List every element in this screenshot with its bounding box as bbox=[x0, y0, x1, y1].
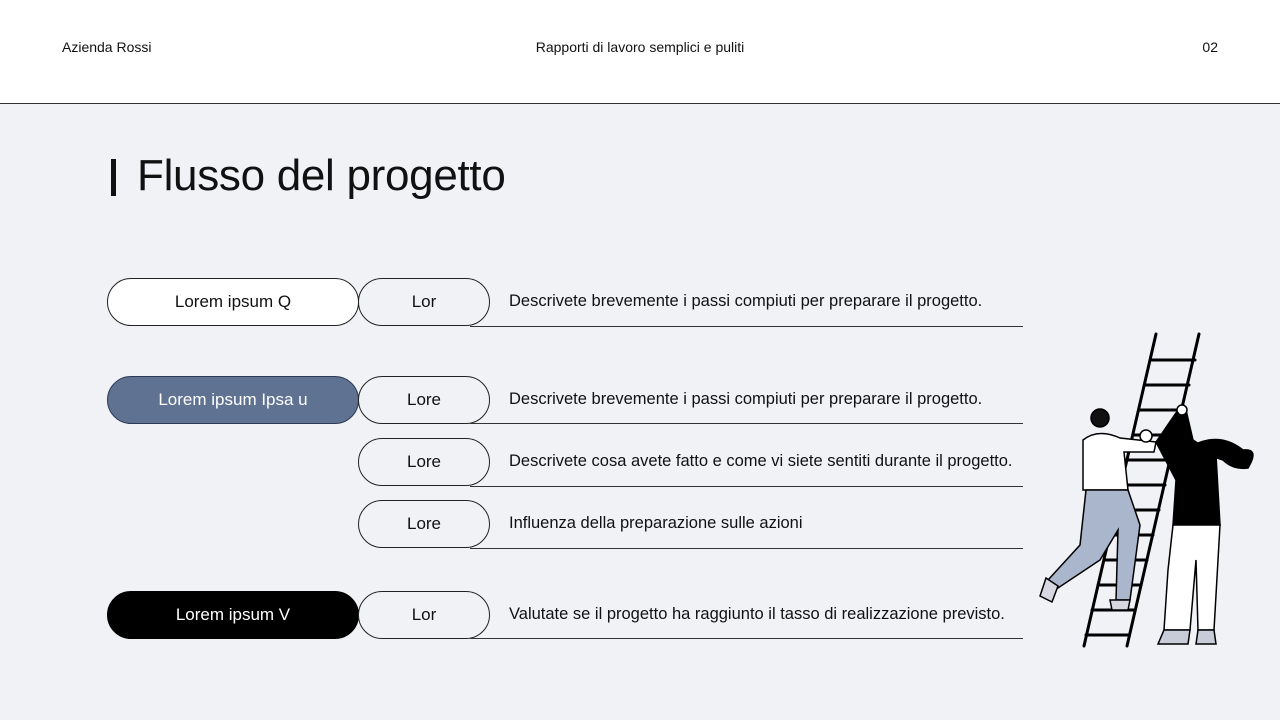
page-title: Flusso del progetto bbox=[137, 151, 506, 200]
row-tag: Lore bbox=[358, 438, 490, 486]
row-description: Descrivete cosa avete fatto e come vi siete sentiti durante il progetto. bbox=[509, 452, 1013, 470]
row-divider bbox=[470, 326, 1023, 327]
row-description: Influenza della preparazione sulle azioni bbox=[509, 514, 803, 532]
row-tag: Lor bbox=[358, 278, 490, 326]
row-divider bbox=[470, 423, 1023, 424]
row-description: Descrivete brevemente i passi compiuti per preparare il progetto. bbox=[509, 292, 983, 310]
header-subtitle: Rapporti di lavoro semplici e puliti bbox=[535, 39, 745, 55]
group-pill-2: Lorem ipsum Ipsa u bbox=[107, 376, 359, 424]
row-tag: Lor bbox=[358, 591, 490, 639]
row-description: Descrivete brevemente i passi compiuti per preparare il progetto. bbox=[509, 390, 983, 408]
row-divider bbox=[470, 548, 1023, 549]
slide-header bbox=[0, 0, 1280, 104]
row-divider bbox=[470, 638, 1023, 639]
group-pill-3: Lorem ipsum V bbox=[107, 591, 359, 639]
people-ladder-illustration bbox=[1028, 330, 1258, 650]
group-pill-1: Lorem ipsum Q bbox=[107, 278, 359, 326]
page-number: 02 bbox=[1202, 39, 1218, 55]
company-name: Azienda Rossi bbox=[62, 39, 152, 55]
row-tag: Lore bbox=[358, 376, 490, 424]
row-tag: Lore bbox=[358, 500, 490, 548]
title-accent-bar bbox=[111, 159, 116, 196]
row-description: Valutate se il progetto ha raggiunto il tasso di realizzazione previsto. bbox=[509, 605, 1005, 623]
row-divider bbox=[470, 486, 1023, 487]
